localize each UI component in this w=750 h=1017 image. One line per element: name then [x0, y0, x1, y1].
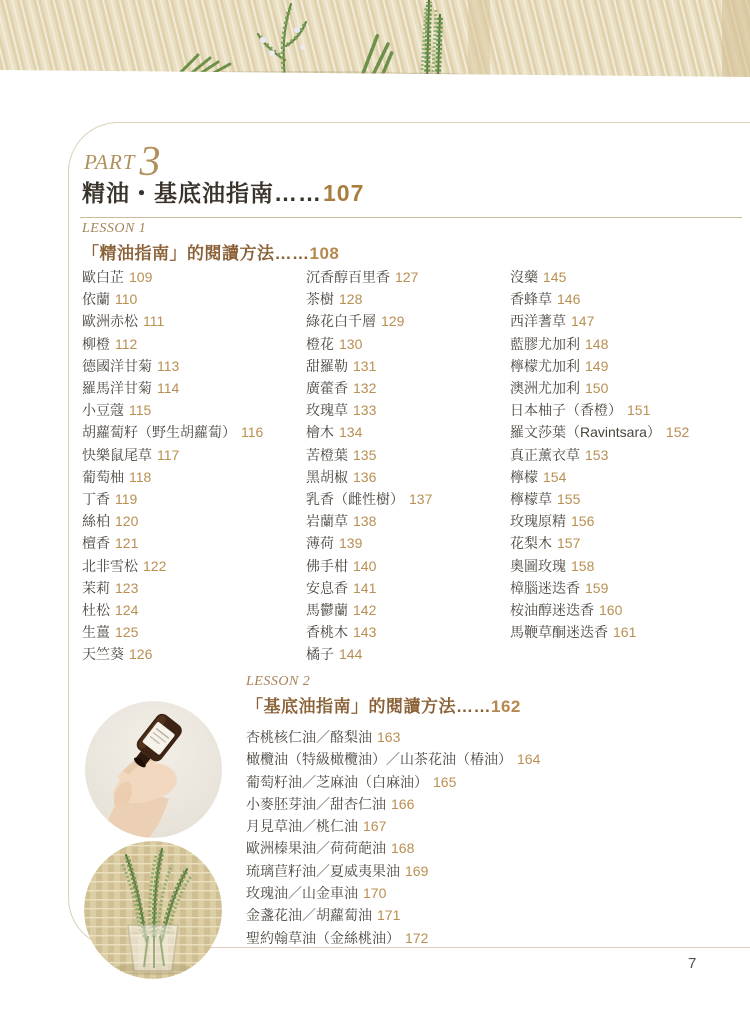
toc-entry [510, 466, 716, 488]
toc-entry [82, 532, 306, 554]
toc-entry-name: 香蜂草 [510, 291, 552, 308]
toc-entry [510, 377, 716, 399]
toc-entry [306, 421, 510, 443]
toc-entry-page: 143 [353, 624, 377, 641]
toc-entry-name: 沉香醇百里香 [306, 269, 390, 285]
toc-entry [82, 510, 306, 532]
toc-entry-name: 馬鞭草酮迷迭香 [510, 624, 608, 641]
toc-entry-page: 167 [363, 818, 387, 835]
part-title-text: 精油・基底油指南 [82, 180, 274, 206]
toc-entry-name: 佛手柑 [306, 557, 348, 574]
toc-entry [82, 310, 306, 332]
toc-entry-name: 岩蘭草 [306, 513, 348, 530]
toc-entry [246, 904, 718, 926]
toc-entry-page: 152 [665, 424, 690, 441]
toc-entry-name: 苦橙葉 [306, 446, 348, 463]
lesson1-heading [82, 221, 339, 264]
toc-entry-name: 絲柏 [82, 513, 110, 530]
toc-entry-page: 146 [557, 291, 581, 308]
part-title [82, 175, 364, 208]
toc-column-1 [82, 266, 306, 666]
toc-entry-page: 164 [517, 751, 541, 768]
toc-entry [510, 621, 716, 643]
toc-entry-name: 綠花白千層 [306, 313, 376, 330]
toc-entry-name: 胡蘿蔔籽（野生胡蘿蔔） [82, 424, 236, 441]
toc-entry-name: 歐洲赤松 [82, 313, 138, 330]
toc-entry [306, 599, 510, 621]
toc-entry-page: 160 [599, 602, 623, 619]
toc-entry-name: 藍膠尤加利 [510, 335, 580, 352]
toc-entry [306, 488, 510, 510]
toc-entry [306, 466, 510, 488]
toc-entry [82, 599, 306, 621]
dot-leader: …… [274, 180, 322, 206]
toc-entry-name: 快樂鼠尾草 [82, 446, 152, 463]
toc-entry [510, 355, 716, 377]
toc-entry-name: 甜羅勒 [306, 357, 348, 374]
lesson1-label: LESSON 1 [82, 221, 147, 236]
lesson2-section [246, 674, 718, 949]
toc-entry-name: 玫瑰油／山金車油 [246, 885, 358, 902]
toc-entry [306, 510, 510, 532]
toc-entry-page: 145 [543, 269, 567, 285]
toc-entry-name: 西洋蓍草 [510, 313, 566, 330]
part-number: 3 [139, 139, 161, 185]
toc-entry-page: 154 [543, 468, 567, 485]
toc-entry [82, 643, 306, 665]
toc-entry [510, 532, 716, 554]
toc-entry-page: 110 [115, 291, 138, 308]
lesson2-label: LESSON 2 [246, 674, 311, 689]
toc-column-3 [510, 266, 716, 666]
toc-entry-name: 玫瑰草 [306, 402, 348, 419]
toc-entry-name: 沒藥 [510, 269, 538, 285]
toc-entry-page: 118 [129, 468, 152, 485]
toc-entry [510, 310, 716, 332]
toc-entry-page: 125 [115, 624, 139, 641]
toc-entry-page: 115 [129, 402, 152, 419]
toc-entry-name: 聖約翰草油（金絲桃油） [246, 929, 400, 946]
toc-entry [306, 577, 510, 599]
toc-entry [306, 288, 510, 310]
toc-entry-name: 薄荷 [306, 535, 334, 552]
toc-entry-name: 琉璃苣籽油／夏威夷果油 [246, 862, 400, 879]
lesson2-toc-list [246, 726, 718, 949]
toc-entry-page: 147 [571, 313, 595, 330]
toc-entry-name: 天竺葵 [82, 646, 124, 663]
toc-entry-name: 玫瑰原精 [510, 513, 566, 530]
herbs-on-mat-illustration [0, 0, 750, 78]
toc-entry [82, 288, 306, 310]
toc-entry-page: 133 [353, 402, 377, 419]
toc-entry-page: 156 [571, 513, 595, 530]
photo-herbs-in-glass [84, 841, 222, 979]
toc-entry-name: 德國洋甘菊 [82, 357, 152, 374]
toc-entry-name: 檸檬 [510, 468, 538, 485]
toc-entry-page: 137 [409, 491, 433, 508]
toc-entry-page: 112 [115, 335, 138, 352]
lesson1-toc-columns [82, 266, 716, 666]
toc-entry-page: 119 [115, 491, 138, 508]
toc-entry-name: 橄欖油（特級橄欖油）／山茶花油（椿油） [246, 751, 512, 768]
toc-entry [246, 793, 718, 815]
toc-entry [246, 815, 718, 837]
toc-entry-page: 140 [353, 557, 377, 574]
toc-entry [306, 266, 510, 288]
toc-entry-name: 澳洲尤加利 [510, 380, 580, 397]
dot-leader: …… [456, 697, 491, 716]
toc-entry-name: 小麥胚芽油／甜杏仁油 [246, 795, 386, 812]
section-divider [80, 217, 742, 218]
toc-entry-page: 168 [391, 840, 415, 857]
toc-entry [306, 643, 510, 665]
toc-entry [510, 555, 716, 577]
toc-entry [306, 355, 510, 377]
toc-entry-name: 日本柚子（香橙） [510, 402, 622, 419]
toc-entry-name: 橘子 [306, 646, 334, 663]
toc-entry-page: 149 [585, 357, 609, 374]
toc-entry [82, 377, 306, 399]
toc-entry-name: 安息香 [306, 579, 348, 596]
toc-entry [510, 288, 716, 310]
toc-entry-page: 158 [571, 557, 595, 574]
toc-entry-page: 153 [585, 446, 609, 463]
toc-entry [306, 621, 510, 643]
toc-entry-page: 117 [157, 446, 180, 463]
part-page-number: 107 [323, 180, 365, 206]
toc-entry-page: 124 [115, 602, 139, 619]
toc-entry-name: 花梨木 [510, 535, 552, 552]
toc-entry-page: 169 [405, 862, 429, 879]
toc-entry-name: 月見草油／桃仁油 [246, 818, 358, 835]
toc-entry [82, 266, 306, 288]
toc-entry [82, 355, 306, 377]
toc-entry-name: 真正薰衣草 [510, 446, 580, 463]
toc-entry-page: 121 [115, 535, 139, 552]
toc-entry [246, 860, 718, 882]
folio-page-number: 7 [688, 955, 697, 972]
lesson2-title [246, 692, 718, 717]
toc-entry-name: 樟腦迷迭香 [510, 579, 580, 596]
toc-entry-name: 杏桃核仁油／酪梨油 [246, 729, 372, 745]
toc-entry [306, 532, 510, 554]
toc-entry [306, 444, 510, 466]
toc-entry [246, 882, 718, 904]
toc-entry-page: 144 [339, 646, 363, 663]
toc-entry-name: 黑胡椒 [306, 468, 348, 485]
toc-entry [510, 599, 716, 621]
dot-leader: …… [274, 244, 310, 263]
toc-entry-name: 乳香（雌性樹） [306, 491, 404, 508]
toc-entry-name: 歐洲榛果油／荷荷葩油 [246, 840, 386, 857]
toc-entry-page: 114 [157, 380, 180, 397]
toc-entry-page: 136 [353, 468, 377, 485]
toc-entry-name: 柳橙 [82, 335, 110, 352]
toc-entry-page: 120 [115, 513, 139, 530]
toc-entry [82, 488, 306, 510]
toc-entry-name: 檀香 [82, 535, 110, 552]
toc-entry-page: 165 [433, 773, 457, 790]
toc-entry-page: 134 [339, 424, 363, 441]
toc-entry-page: 123 [115, 579, 139, 596]
toc-entry [510, 577, 716, 599]
toc-entry-name: 奧圖玫瑰 [510, 557, 566, 574]
toc-entry [306, 333, 510, 355]
toc-entry [82, 333, 306, 355]
toc-entry-name: 葡萄籽油／芝麻油（白麻油） [246, 773, 428, 790]
toc-entry [246, 837, 718, 859]
lesson2-title-text: 「基底油指南」的閱讀方法 [246, 697, 456, 716]
toc-entry [82, 555, 306, 577]
toc-entry-page: 150 [585, 380, 609, 397]
toc-entry [82, 399, 306, 421]
toc-entry [246, 748, 718, 770]
toc-entry-page: 141 [353, 579, 377, 596]
toc-entry-page: 171 [377, 907, 401, 924]
toc-entry-name: 羅馬洋甘菊 [82, 380, 152, 397]
toc-entry-name: 生薑 [82, 624, 110, 641]
toc-entry-page: 170 [363, 885, 387, 902]
toc-entry-name: 金盞花油／胡蘿蔔油 [246, 907, 372, 924]
toc-entry-page: 163 [377, 729, 401, 745]
toc-entry-name: 依蘭 [82, 291, 110, 308]
toc-entry-name: 廣藿香 [306, 380, 348, 397]
toc-entry-name: 馬鬱蘭 [306, 602, 348, 619]
toc-entry-page: 116 [241, 424, 264, 441]
lesson1-title [82, 239, 339, 264]
toc-entry-name: 檸檬草 [510, 491, 552, 508]
toc-entry-page: 127 [395, 269, 419, 285]
toc-entry [510, 510, 716, 532]
toc-entry-name: 北非雪松 [82, 557, 138, 574]
toc-entry-name: 橙花 [306, 335, 334, 352]
toc-entry-page: 131 [353, 357, 377, 374]
toc-entry [82, 444, 306, 466]
toc-entry-name: 丁香 [82, 491, 110, 508]
toc-entry-name: 杜松 [82, 602, 110, 619]
toc-entry-page: 129 [381, 313, 405, 330]
toc-entry [510, 266, 716, 288]
lesson1-page-number: 108 [309, 244, 340, 263]
toc-entry-name: 香桃木 [306, 624, 348, 641]
toc-entry [510, 399, 716, 421]
toc-entry-page: 161 [613, 624, 637, 641]
herbs-in-glass-illustration [84, 841, 222, 979]
toc-entry-name: 葡萄柚 [82, 468, 124, 485]
toc-entry-name: 羅文莎葉（Ravintsara） [510, 424, 661, 441]
toc-entry-page: 113 [157, 357, 180, 374]
toc-entry [82, 466, 306, 488]
toc-entry [306, 377, 510, 399]
photo-oil-bottle-pouring [85, 701, 222, 838]
toc-entry [510, 333, 716, 355]
toc-entry-name: 茉莉 [82, 579, 110, 596]
toc-entry-name: 檜木 [306, 424, 334, 441]
toc-entry-page: 132 [353, 380, 377, 397]
lesson1-title-text: 「精油指南」的閱讀方法 [82, 244, 275, 263]
lesson2-page-number: 162 [491, 697, 521, 716]
toc-entry [510, 488, 716, 510]
toc-entry-name: 小豆蔻 [82, 402, 124, 419]
toc-entry-name: 茶樹 [306, 291, 334, 308]
toc-entry [246, 726, 718, 748]
toc-entry-page: 138 [353, 513, 377, 530]
toc-entry-page: 111 [143, 313, 165, 330]
toc-entry-name: 桉油醇迷迭香 [510, 602, 594, 619]
toc-entry-page: 126 [129, 646, 153, 663]
toc-entry [306, 555, 510, 577]
toc-entry-page: 139 [339, 535, 363, 552]
toc-entry [246, 927, 718, 949]
toc-entry-page: 166 [391, 795, 415, 812]
toc-entry-page: 157 [557, 535, 581, 552]
toc-entry-page: 172 [405, 929, 429, 946]
toc-entry [510, 444, 716, 466]
toc-entry-page: 122 [143, 557, 167, 574]
header-photo-herbs [0, 0, 750, 78]
toc-entry-page: 151 [627, 402, 651, 419]
toc-entry [510, 421, 716, 443]
part-label: PART [84, 150, 136, 174]
toc-entry [82, 421, 306, 443]
toc-entry [82, 577, 306, 599]
toc-entry [306, 399, 510, 421]
toc-entry-name: 歐白芷 [82, 269, 124, 285]
toc-entry-page: 148 [585, 335, 609, 352]
toc-entry-page: 159 [585, 579, 609, 596]
oil-bottle-hand-illustration [85, 701, 222, 838]
toc-entry-page: 130 [339, 335, 363, 352]
toc-entry [306, 310, 510, 332]
toc-entry [82, 621, 306, 643]
toc-entry-page: 155 [557, 491, 581, 508]
toc-column-2 [306, 266, 510, 666]
toc-entry-page: 135 [353, 446, 377, 463]
toc-entry [246, 771, 718, 793]
toc-entry-page: 128 [339, 291, 363, 308]
toc-entry-name: 檸檬尤加利 [510, 357, 580, 374]
toc-entry-page: 109 [129, 269, 153, 285]
toc-entry-page: 142 [353, 602, 377, 619]
